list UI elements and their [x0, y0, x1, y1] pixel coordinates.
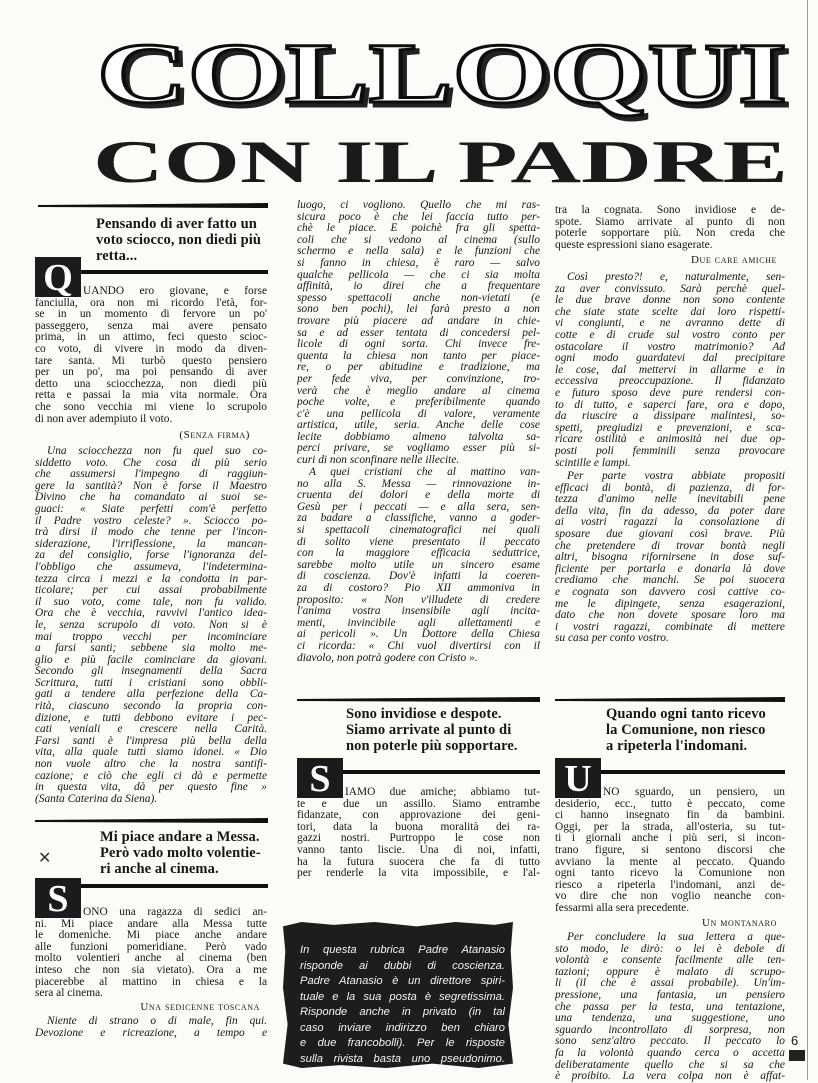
text-line: di coscienza. Dov'è infatti la coeren-: [297, 571, 540, 583]
text-line: passeggero, senza mai avere pensato: [35, 320, 267, 332]
text-line: dato che non dovete sposare loro ma: [555, 610, 785, 622]
text-line: ogni tanto ricevo la Comunione non: [555, 868, 785, 880]
text-line: che assumersi l'impegno di raggiun-: [35, 469, 267, 481]
text-line: retta...: [96, 248, 138, 264]
text-line: sa e ad esser tentata di concedersi pel-: [297, 327, 540, 339]
text-line: qualche pellicola — che ci sia molta: [297, 269, 540, 281]
text-line: pressione, una fantasia, un pensiero: [555, 989, 785, 1001]
text-line: il Padre vostro celeste? ». Sciocco po-: [35, 515, 267, 527]
text-line: a farsi santi; sebbene sia molto me-: [35, 643, 267, 655]
text-line: l'anima vostra insensibile agli incita-: [297, 606, 540, 618]
text-line: piacerebbe al mattino in chiesa e la: [35, 976, 267, 988]
text-line: trà dirsi il modo che tenne per l'incon-: [35, 527, 267, 539]
text-line: fanciulla, ora non mi ricordo l'età, for-: [35, 297, 267, 309]
text-line: con la maggiore efficacia seduttrice,: [297, 548, 540, 560]
page-edge: [807, 0, 808, 1080]
text-line: Devozione e ricreazione, a tempo e: [35, 1027, 267, 1039]
text-line: Pensando di aver fatto un: [96, 216, 257, 232]
letter-1-answer: [35, 446, 267, 805]
letter-3-signature: Due care amiche: [691, 254, 777, 266]
letter-1-heading: [96, 216, 268, 264]
letter-4-dropcap: U: [555, 758, 601, 798]
text-line: ci ricorda: « Chi vuol divertirsi con il: [297, 640, 540, 652]
text-line: che pretendere di trovar bontà negli: [555, 540, 785, 552]
page-title: [0, 0, 818, 200]
text-line: tare santa. Mi turbò questo pensiero: [35, 355, 267, 367]
text-line: sono ben pochi), lei farà presto a non: [297, 304, 540, 316]
title-line-1: COLLOQUI: [97, 25, 787, 121]
text-line: perci privare, se vogliamo esser più si-: [297, 443, 540, 455]
text-line: volontà e consente facilmente alle ten-: [555, 955, 785, 967]
text-line: vanno tanto liscie. Una di noi, infatti,: [297, 844, 540, 856]
letter-2-answer-start: [35, 1016, 267, 1039]
letter-3-heading: [346, 706, 540, 754]
text-line: In questa rubrica Padre Atanasio: [300, 944, 505, 956]
text-line: Quando ogni tanto ricevo: [606, 706, 766, 722]
page-number: 6: [791, 1033, 799, 1048]
text-line: per fede viva, per convinzione, tro-: [297, 373, 540, 385]
text-line: affinità, io direi che a frequentare: [297, 281, 540, 293]
text-line: fa la volontà quando cerca o accetta: [555, 1047, 785, 1059]
text-line: detto una sciocchezza, non diedi più: [35, 378, 267, 390]
text-line: tra la cognata. Sono invidiose e de-: [555, 205, 785, 216]
text-line: da riuscire a dissipare malintesi, so-: [555, 411, 785, 423]
text-line: Così presto?! e, naturalmente, sen-: [567, 272, 785, 283]
text-line: voto sciocco, non diedi più: [96, 232, 262, 248]
text-line: tezza circa i mezzi e la condotta in par-: [35, 573, 267, 585]
section-rule: [297, 697, 540, 702]
text-line: la Comunione, non riesco: [606, 722, 766, 738]
text-line: si spettacoli cinematografici nei quali: [297, 524, 540, 536]
dropcap-rule: [81, 884, 268, 888]
text-line: Ora che è vecchia, ravvivi l'antico idea-: [35, 608, 267, 620]
text-line: trano figure, si sentono discorsi che: [555, 844, 785, 856]
text-line: vi congiunti, e ne avranno dette di: [555, 318, 785, 330]
text-line: Niente di strano o di male, fin qui.: [47, 1016, 267, 1027]
text-line: gere la santità? Non è forse il Maestro: [35, 480, 267, 492]
text-line: Padre Atanasio è un direttore spiri-: [300, 975, 505, 987]
letter-1-signature: (Senza firma): [179, 429, 250, 441]
letter-3-answer-para: [555, 471, 785, 645]
text-line: rità, ciascuno secondo la propria con-: [35, 701, 267, 713]
text-line: guaci: « Siate perfetti com'è perfetto: [35, 503, 267, 515]
text-line: di non aver adempiuto il voto.: [35, 413, 173, 425]
text-line: mai troppo vecchi per incominciare: [35, 631, 267, 643]
text-line: to di tutto, e saperci fare, ora e dopo,: [555, 399, 785, 411]
letter-2-answer-para: [297, 467, 540, 664]
text-line: quenta la chiesa non tanto per piace-: [297, 350, 540, 362]
letter-4-heading: [606, 706, 785, 754]
text-line: za del consiglio, forse l'ignoranza del-: [35, 550, 267, 562]
text-line: ai vostri ragazzi la consolazione di: [555, 517, 785, 529]
section-rule: [38, 203, 268, 208]
letter-1-dropcap: Q: [35, 257, 81, 297]
letter-3-dropcap: S: [297, 758, 343, 798]
text-line: ricare ostilità e animosità nei due op-: [555, 434, 785, 446]
text-line: si fanno in chiesa, è raro — salvo: [297, 257, 540, 269]
text-line: Farsi santi è l'impresa più bella della: [35, 735, 267, 747]
text-line: menti, invincibile agli allettamenti e: [297, 617, 540, 629]
text-line: no alla S. Messa — rinnovazione in-: [297, 478, 540, 490]
text-line: che sono vecchia mi viene lo scrupolo: [35, 401, 267, 413]
text-line: sono senz'altro peccato. Il peccato lo: [555, 1036, 785, 1048]
text-line: sarebbe molto utile un sincero esame: [297, 559, 540, 571]
text-line: e due francobolli). Per le risposte: [300, 1037, 505, 1049]
text-line: sulla rivista basta uno pseudonimo.: [300, 1052, 505, 1065]
text-line: le due brave donne non sono contente: [555, 295, 785, 307]
text-line: za di costoro? Pio XII ammoniva in: [297, 582, 540, 594]
text-line: spote. Siamo arrivate al punto di non: [555, 216, 785, 228]
text-line: te e due un assillo. Siamo entrambe: [297, 798, 540, 810]
text-line: chè le piace. E poichè fra gli spetta-: [297, 223, 540, 235]
text-line: le, senza scrupolo di voto. Non si è: [35, 619, 267, 631]
text-line: ni. Mi piace andare alla Messa tutte: [35, 918, 267, 930]
text-line: fidanzate, con approvazione dei geni-: [297, 810, 540, 822]
text-line: e cognata son davvero così cattive co-: [555, 586, 785, 598]
text-line: e futuro sposo deve pure rendersi con-: [555, 387, 785, 399]
text-line: curi di non sconfinare nelle illecite.: [297, 455, 460, 467]
text-line: siderazione, l'irriflessione, la mancan-: [35, 538, 267, 550]
text-line: efficaci di bontà, di pazienza, di for-: [555, 482, 785, 494]
text-line: ONO una ragazza di sedici an-: [83, 907, 267, 918]
text-line: su casa per conto vostro.: [555, 633, 669, 645]
text-line: artistica, utile, seria. Anche delle cose: [297, 420, 540, 432]
text-line: desiderio, ecc., tutto è peccato, come: [555, 798, 785, 810]
text-line: Risponde anche in privato (in tal: [300, 1006, 505, 1018]
letter-4-answer: [555, 932, 785, 1083]
text-line: verà che è meglio andare al cinema: [297, 385, 540, 397]
letter-2-signature: Una sedicenne toscana: [140, 1001, 260, 1013]
text-line: prima, in un attimo, feci questo scioc-: [35, 332, 267, 344]
text-line: proposito: « Non v'illudete di credere: [297, 594, 540, 606]
text-line: spetti, pregiudizi e prevenzioni, e sca-: [555, 422, 785, 434]
text-line: (Santa Caterina da Siena).: [35, 793, 158, 805]
text-line: ri anche al cinema.: [100, 861, 219, 877]
text-line: caso inviare indirizzo ben chiaro: [300, 1021, 505, 1034]
section-rule: [555, 697, 785, 702]
text-line: retta e passai la mia vita normale. Ora: [35, 390, 267, 402]
title-line-2: CON IL PADRE: [93, 129, 788, 195]
letter-2-dropcap: S: [35, 878, 81, 918]
text-line: ostacolare il vostro matrimonio? Ad: [555, 341, 785, 353]
text-line: dizione, e tutti debbono evitare i pec-: [35, 712, 267, 724]
text-line: ha la futura suocera che fa di tutto: [297, 856, 540, 868]
text-line: vo dire che non voglio neanche con-: [555, 891, 785, 903]
letter-4-signature: Un montanaro: [701, 917, 777, 929]
text-line: inteso che non sia vietato). Ora a me: [35, 964, 267, 976]
text-line: fessarmi alla sera precedente.: [555, 902, 690, 914]
text-line: Scrittura, tutti i cristiani sono obbli-: [35, 677, 267, 689]
text-line: Oggi, per la strada, all'osteria, su tut-: [555, 821, 785, 833]
text-line: A quei cristiani che al mattino van-: [309, 467, 540, 478]
text-line: una tendenza, una suggestione, uno: [555, 1013, 785, 1025]
text-line: alle funzioni pomeridiane. Però vado: [35, 941, 267, 953]
text-line: di solito viene presentato il peccato: [297, 536, 540, 548]
text-line: tori, data la buona moralità dei ra-: [297, 821, 540, 833]
text-line: me le dipingete, senza esagerazioni,: [555, 598, 785, 610]
text-line: Una sciocchezza non fu quel suo co-: [47, 446, 267, 457]
text-line: tuale e la sua posta è segretissima.: [300, 990, 505, 1003]
text-line: gazzi nostri. Purtroppo le cose non: [297, 833, 540, 845]
text-line: che siate state scelte dai loro rispetti-: [555, 306, 785, 318]
text-line: trovare più piacere ad andare in chie-: [297, 315, 540, 327]
text-line: sera al cinema.: [35, 988, 103, 1000]
letter-4-question: [555, 787, 785, 915]
publisher-logo-icon: [789, 1050, 805, 1061]
text-line: il suo voto, come tale, non fu valido.: [35, 596, 267, 608]
text-line: gati a tendere alla perfezione della Ca-: [35, 689, 267, 701]
text-line: i vostri ragazzi, combinate di mettere: [555, 621, 785, 633]
text-line: sposare due giovani così brave. Più: [555, 528, 785, 540]
text-line: ti i giornali anche i più seri, si incon-: [555, 833, 785, 845]
text-line: posti poli femminili senza provocare: [555, 445, 785, 457]
text-line: li (il che è assai probabile). Un'im-: [555, 978, 785, 990]
text-line: cazione; e ciò che egli ci dà e permette: [35, 770, 267, 782]
text-line: IAMO due amiche; abbiamo tut-: [345, 787, 540, 798]
text-line: le cose, dal mettervi in allarme e in: [555, 364, 785, 376]
text-line: per un po', ma poi pensando di aver: [35, 367, 267, 379]
text-line: a ripeterla l'indomani.: [606, 738, 748, 754]
text-line: ogni modo guardatevi dal precipitare: [555, 353, 785, 365]
text-line: queste espressioni siano esagerate.: [555, 239, 713, 251]
text-line: ci hanno insegnato fin da bambini.: [555, 810, 785, 822]
text-line: Però vado molto volentie-: [100, 845, 261, 861]
text-line: ticolare; per cui assai probabilmente: [35, 585, 267, 597]
text-line: ai pericoli ». Un Dottore della Chiesa: [297, 629, 540, 641]
text-line: luogo, ci vogliono. Quello che mi ras-: [297, 200, 540, 211]
text-line: è proibito. La vera colpa non è affat-: [555, 1071, 785, 1083]
text-line: poche volte, e preferibilmente quando: [297, 397, 540, 409]
text-line: avviano la mente al peccato. Quando: [555, 856, 785, 868]
text-line: coli che si vedono al cinema (sullo: [297, 234, 540, 246]
text-line: Per parte vostra abbiate propositi: [567, 471, 785, 482]
text-line: in questa vita, dà per questo fine »: [35, 782, 267, 794]
text-line: cati veniali e crescere nella Carità.: [35, 724, 267, 736]
info-box-text: [300, 943, 505, 1067]
text-line: c'è una pellicola di valore, veramente: [297, 408, 540, 420]
dropcap-rule: [81, 270, 268, 274]
section-rule: [35, 818, 268, 823]
letter-1-question: [35, 286, 267, 425]
text-line: se in un momento di fervore un po': [35, 309, 267, 321]
text-line: Siamo arrivate al punto di: [346, 722, 512, 738]
text-line: scintille e lampi.: [555, 457, 631, 469]
text-line: Divino che ha comandato ai suoi se-: [35, 492, 267, 504]
text-line: spesso spettacoli anche non-vietati (e: [297, 292, 540, 304]
letter-3-question-cont: [555, 205, 785, 251]
text-line: risponde ai dubbi di coscienza.: [300, 959, 505, 972]
text-line: sto modo, le dirò: o lei è debole di: [555, 943, 785, 955]
text-line: l'obbligo che assumeva, l'indetermina-: [35, 561, 267, 573]
text-line: Secondo gli insegnamenti della Sacra: [35, 666, 267, 678]
text-line: sicura poco è che lei faccia tutto per-: [297, 211, 540, 223]
text-line: cruenta dei dolori e della morte di: [297, 490, 540, 502]
letter-3-question: [297, 787, 540, 880]
text-line: tazioni; oppure è malato di scrupo-: [555, 966, 785, 978]
text-line: co voto, di vivere in modo da diven-: [35, 343, 267, 355]
text-line: per renderle la vita impossibile, e l'al-: [297, 868, 540, 880]
text-line: non poterle più sopportare.: [346, 738, 518, 754]
pen-mark-icon: ✕: [38, 850, 52, 867]
letter-2-heading: [100, 829, 268, 877]
letter-2-question: [35, 907, 267, 1000]
text-line: UANDO ero giovane, e forse: [83, 286, 267, 297]
text-line: za aver convissuto. Sarà perchè quel-: [555, 283, 785, 295]
text-line: le domeniche. Mi piace anche andare: [35, 930, 267, 942]
text-line: Sono invidiose e despote.: [346, 706, 502, 722]
text-line: della vita, fin da adesso, da poter dare: [555, 505, 785, 517]
text-line: tezza d'animo nelle inevitabili pene: [555, 494, 785, 506]
text-line: Per concludere la sua lettera a que-: [567, 932, 785, 943]
text-line: non vuole altro che la nostra santifi-: [35, 759, 267, 771]
letter-2-answer-cont: [297, 200, 540, 467]
text-line: riesco a ripeterla l'indomani, anzi de-: [555, 879, 785, 891]
text-line: ficiente per portarla e donarla là dove: [555, 563, 785, 575]
text-line: lecite dobbiamo almeno talvolta sa-: [297, 431, 540, 443]
letter-3-answer: [555, 272, 785, 469]
text-line: re, o per abitudine e tradizione, ma: [297, 362, 540, 374]
dropcap-rule: [343, 770, 540, 774]
text-line: altri, bisogna rifornirsene in dose suf-: [555, 552, 785, 564]
text-line: glio e più facile cominciare da giovani.: [35, 654, 267, 666]
text-line: NO sguardo, un pensiero, un: [603, 787, 785, 798]
text-line: vita, alla quale tutti siamo idonei. « Dio: [35, 747, 267, 759]
text-line: eccessiva preoccupazione. Il fidanzato: [555, 376, 785, 388]
dropcap-rule: [601, 770, 785, 774]
text-line: diavolo, non potrà godere con Cristo ».: [297, 652, 478, 664]
text-line: licole di ogni sorta. Chi invece fre-: [297, 339, 540, 351]
text-line: cotte e di crude sul vostro conto per: [555, 329, 785, 341]
text-line: siddetto voto. Che cosa di più serio: [35, 457, 267, 469]
text-line: deliberatamente quello che si sa che: [555, 1059, 785, 1071]
text-line: poterle sopportare più. Non creda che: [555, 228, 785, 240]
text-line: schermo e nella sala) e le funzioni che: [297, 246, 540, 258]
text-line: sguardo incontrollato di sorpresa, non: [555, 1024, 785, 1036]
text-line: molto volentieri anche al cinema (ben: [35, 953, 267, 965]
text-line: Gesù per i peccati — e alla sera, sen-: [297, 501, 540, 513]
text-line: za badare a classifiche, vanno a goder-: [297, 513, 540, 525]
text-line: che passa per la testa, una tentazione,: [555, 1001, 785, 1013]
text-line: Mi piace andare a Messa.: [100, 829, 260, 845]
text-line: crediamo che manchi. Se poi suocera: [555, 575, 785, 587]
